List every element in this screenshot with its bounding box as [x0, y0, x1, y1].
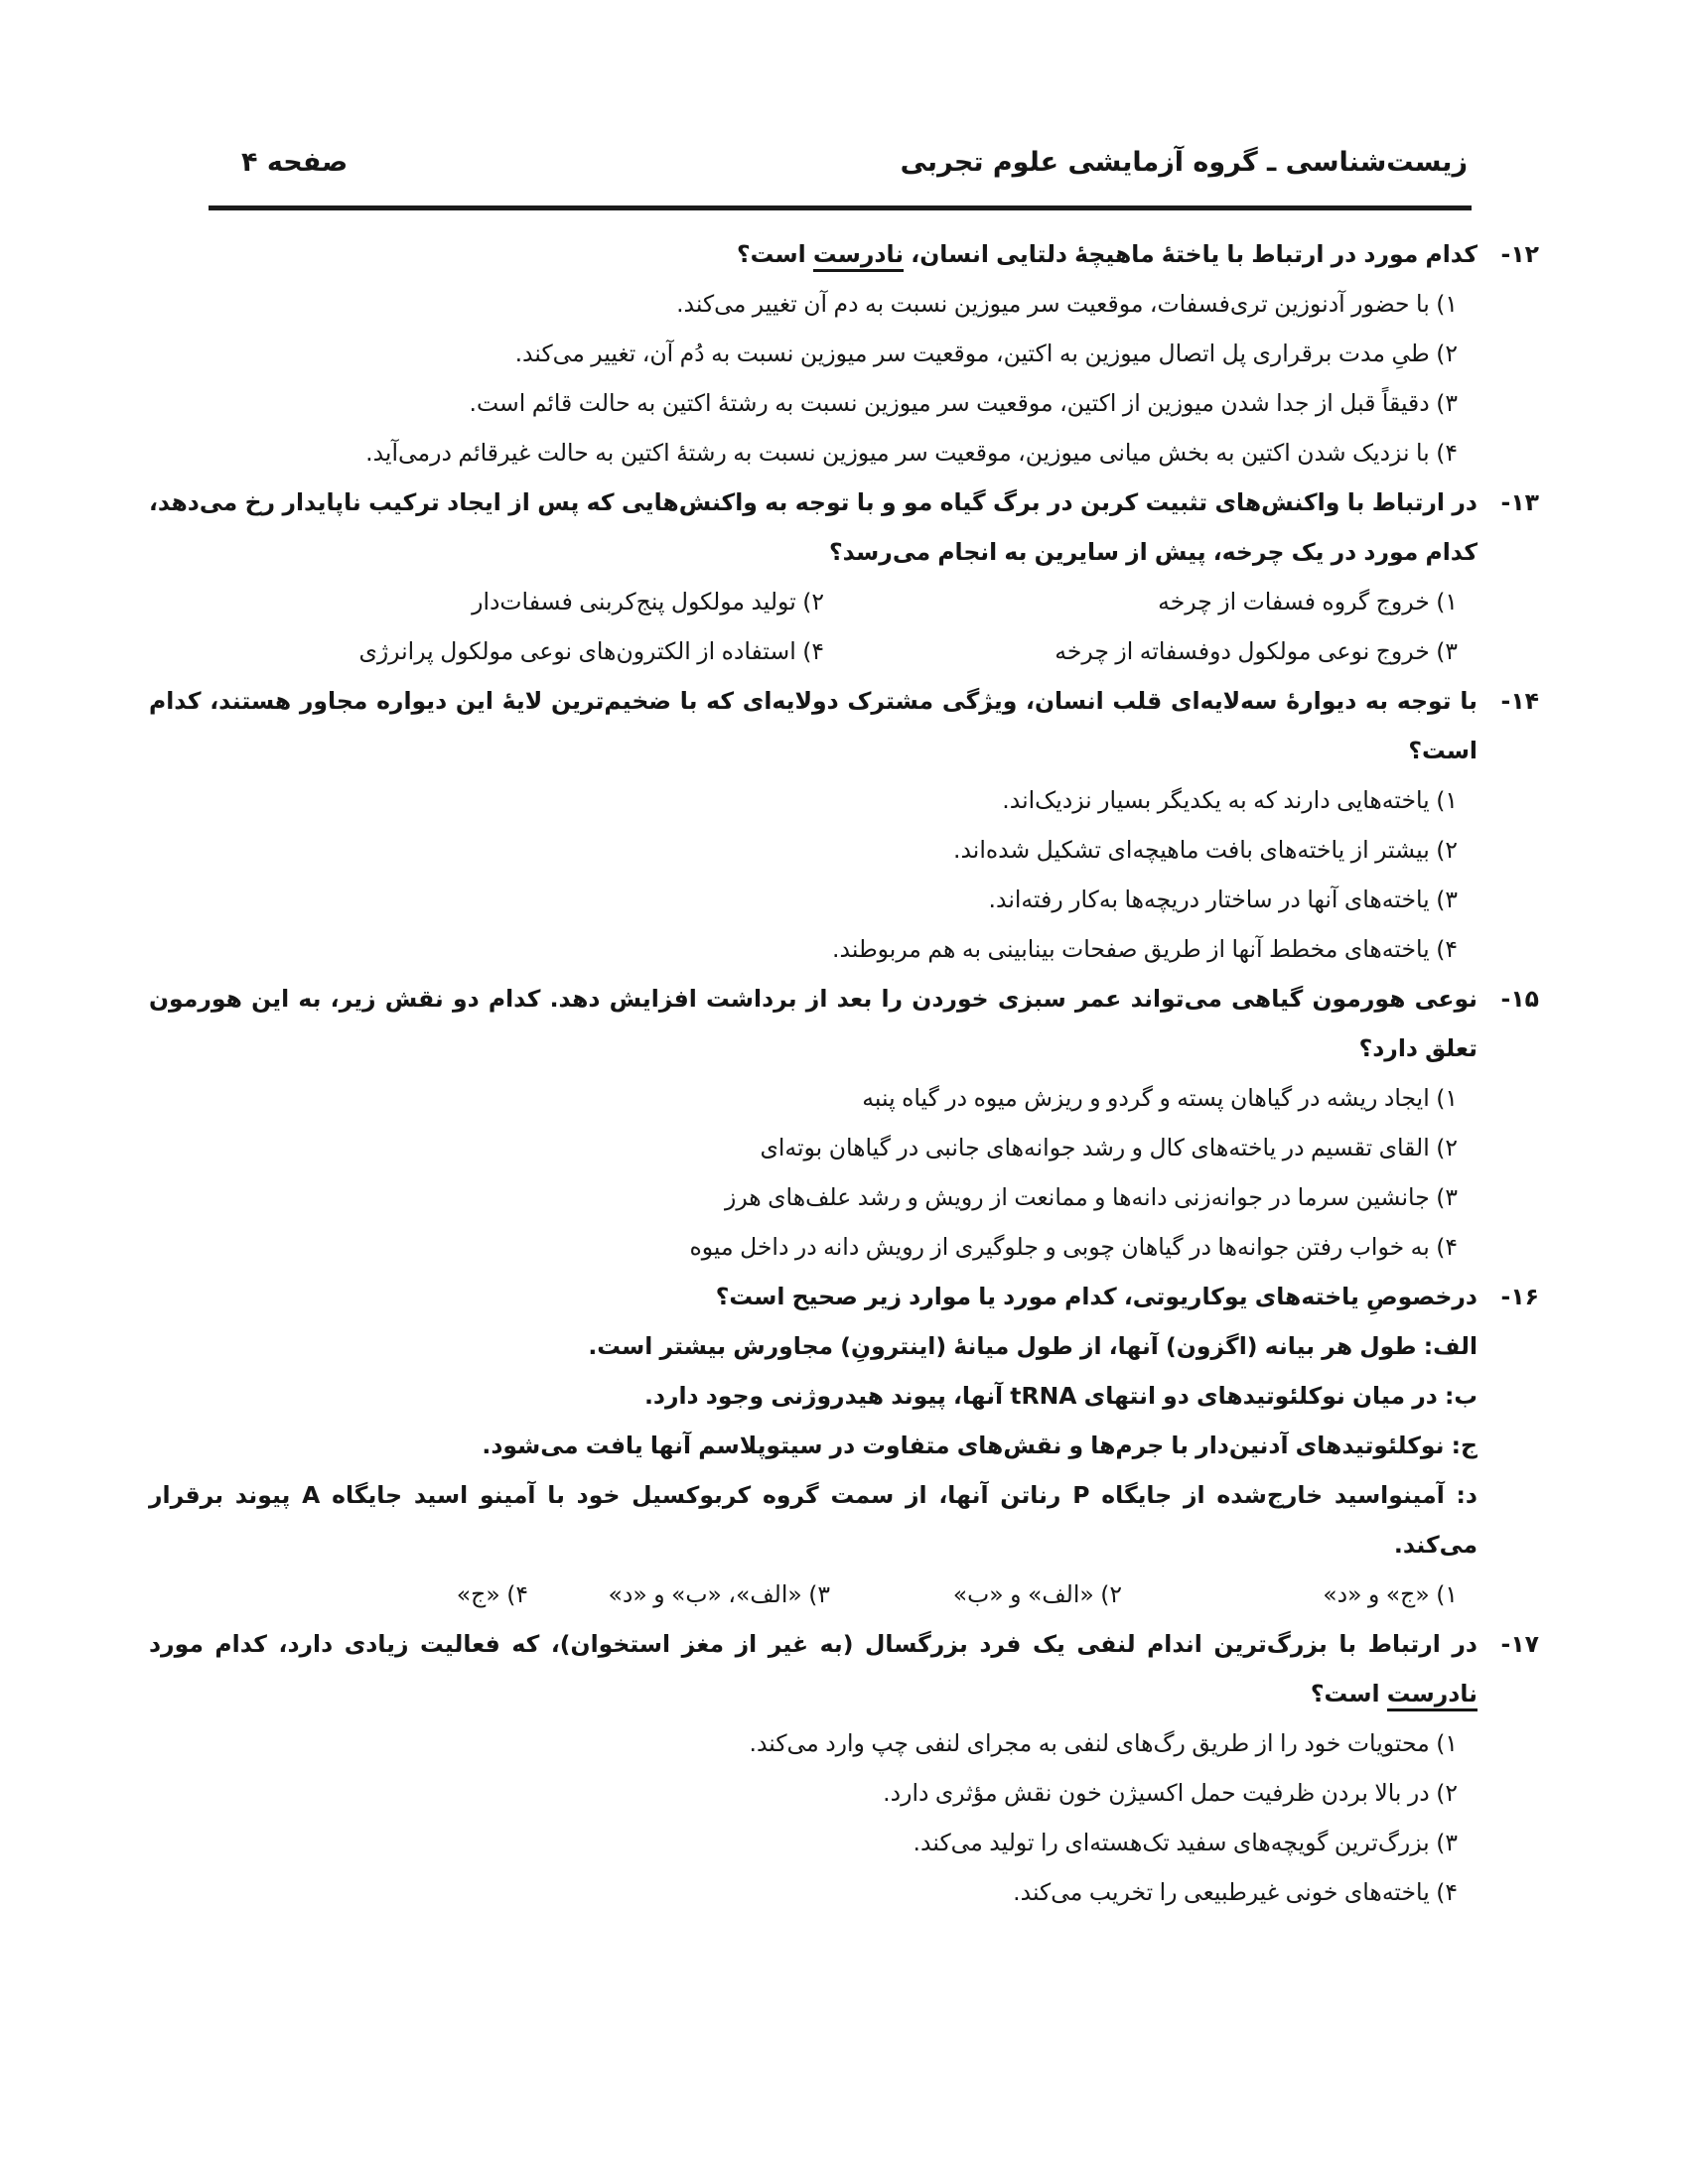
question-15-header — [149, 974, 1539, 1073]
question-12-option-2: ۲) طیِ مدت برقراری پل اتصال میوزین به اکتین، موقعیت سر میوزین نسبت به دُم آن، تغییر می‌کند. — [514, 340, 1458, 367]
question-12-underlined-term: نادرست — [813, 240, 904, 272]
question-14-option-3: ۳) یاخته‌های آنها در ساختار دریچه‌ها به‌کار رفته‌اند. — [988, 886, 1458, 913]
question-14-number: ۱۴- — [1500, 687, 1539, 715]
question-13-options-row-2 — [149, 626, 1539, 676]
question-15-option-1: ۱) ایجاد ریشه در گیاهان پسته و گردو و ریزش میوه در گیاه پنبه — [862, 1084, 1458, 1112]
question-16-statement-be: ب: در میان نوکلئوتیدهای دو انتهای tRNA آنها، پیوند هیدروژنی وجود دارد. — [643, 1382, 1477, 1410]
question-12-text-pre: کدام مورد در ارتباط با یاختهٔ ماهیچهٔ دلتایی انسان، — [904, 240, 1477, 268]
question-17-number: ۱۷- — [1500, 1630, 1539, 1658]
question-13-header — [149, 478, 1539, 577]
questions-area — [149, 229, 1539, 1917]
question-16-option-3: ۳) «الف»، «ب» و «د» — [608, 1580, 830, 1608]
question-17-underlined-term: نادرست — [1387, 1680, 1477, 1711]
question-12-header — [149, 229, 1539, 279]
question-16-option-1: ۱) «ج» و «د» — [1323, 1580, 1458, 1608]
question-13-number: ۱۳- — [1500, 488, 1539, 516]
question-14-option-1: ۱) یاخته‌هایی دارند که به یکدیگر بسیار نزدیک‌اند. — [1002, 786, 1458, 814]
question-12-text — [149, 229, 1477, 279]
question-13-option-4: ۴) استفاده از الکترون‌های نوعی مولکول پرانرژی — [358, 637, 824, 665]
question-17-option-3: ۳) بزرگ‌ترین گویچه‌های سفید تک‌هسته‌ای را تولید می‌کند. — [913, 1829, 1458, 1856]
question-16 — [149, 1272, 1539, 1619]
question-12-option-3: ۳) دقیقاً قبل از جدا شدن میوزین از اکتین، موقعیت سر میوزین نسبت به رشتهٔ اکتین به حالت قائم است. — [469, 389, 1458, 417]
page-header-title: زیست‌شناسی ـ گروه آزمایشی علوم تجربی — [900, 147, 1468, 178]
question-13-option-1: ۱) خروج گروه فسفات از چرخه — [1158, 588, 1458, 615]
question-12-number: ۱۲- — [1500, 240, 1539, 268]
question-17-option-4: ۴) یاخته‌های خونی غیرطبیعی را تخریب می‌کند. — [1013, 1878, 1458, 1906]
question-12-option-1: ۱) با حضور آدنوزین تری‌فسفات، موقعیت سر میوزین نسبت به دم آن تغییر می‌کند. — [676, 290, 1458, 318]
question-12 — [149, 229, 1539, 478]
question-16-text: درخصوصِ یاخته‌های یوکاریوتی، کدام مورد یا موارد زیر صحیح است؟ — [715, 1283, 1477, 1310]
question-17-option-1: ۱) محتویات خود را از طریق رگ‌های لنفی به مجرای لنفی چپ وارد می‌کند. — [749, 1729, 1458, 1757]
question-13-option-2: ۲) تولید مولکول پنج‌کربنی فسفات‌دار — [472, 588, 824, 615]
question-12-option-4: ۴) با نزدیک شدن اکتین به بخش میانی میوزین، موقعیت سر میوزین نسبت به رشتهٔ اکتین به حالت غیرقائم درمی‌آید. — [365, 439, 1458, 467]
question-13-text: در ارتباط با واکنش‌های تثبیت کربن در برگ گیاه مو و با توجه به واکنش‌هایی که پس از ایجاد ترکیب ناپایدار رخ می‌دهد، کدام مورد در یک چرخه، پیش از سایرین به انجام می‌رسد؟ — [149, 488, 1477, 566]
question-15 — [149, 974, 1539, 1272]
page-number-label: صفحه ۴ — [241, 147, 349, 178]
question-13-options-row-1 — [149, 577, 1539, 626]
question-12-text-post: است؟ — [737, 240, 813, 268]
question-17 — [149, 1619, 1539, 1917]
question-16-option-4: ۴) «ج» — [456, 1580, 528, 1608]
question-17-text-post: است؟ — [1310, 1680, 1387, 1707]
question-13-option-3: ۳) خروج نوعی مولکول دوفسفاته از چرخه — [1055, 637, 1458, 665]
question-16-statement-jim: ج: نوکلئوتیدهای آدنین‌دار با جرم‌ها و نقش‌های متفاوت در سیتوپلاسم آنها یافت می‌شود. — [482, 1432, 1477, 1459]
question-16-statement-dal: د: آمینواسید خارج‌شده از جایگاه P رناتن آنها، از سمت گروه کربوکسیل خود با آمینو اسید جایگاه A پیوند برقرار می‌کند. — [149, 1481, 1477, 1559]
question-14-option-2: ۲) بیشتر از یاخته‌های بافت ماهیچه‌ای تشکیل شده‌اند. — [953, 836, 1458, 864]
question-16-header — [149, 1272, 1539, 1321]
question-15-option-3: ۳) جانشین سرما در جوانه‌زنی دانه‌ها و ممانعت از رویش و رشد علف‌های هرز — [724, 1183, 1458, 1211]
question-15-number: ۱۵- — [1500, 985, 1539, 1013]
question-15-text: نوعی هورمون گیاهی می‌تواند عمر سبزی خوردن را بعد از برداشت افزایش دهد. کدام دو نقش زیر، به این هورمون تعلق دارد؟ — [149, 985, 1477, 1062]
question-17-text — [149, 1619, 1477, 1718]
question-17-option-2: ۲) در بالا بردن ظرفیت حمل اکسیژن خون نقش مؤثری دارد. — [883, 1779, 1458, 1807]
header-rule — [209, 205, 1472, 210]
question-17-header — [149, 1619, 1539, 1718]
question-14-text: با توجه به دیوارهٔ سه‌لایه‌ای قلب انسان، ویژگی مشترک دولایه‌ای که با ضخیم‌ترین لایهٔ این دیواره مجاور هستند، کدام است؟ — [149, 687, 1477, 764]
question-14-header — [149, 676, 1539, 775]
question-15-option-4: ۴) به خواب رفتن جوانه‌ها در گیاهان چوبی و جلوگیری از رویش دانه در داخل میوه — [689, 1233, 1458, 1261]
question-16-statement-alef: الف: طول هر بیانه (اگزون) آنها، از طول میانهٔ (اینترونِ) مجاورش بیشتر است. — [588, 1332, 1477, 1360]
question-14 — [149, 676, 1539, 974]
question-15-option-2: ۲) القای تقسیم در یاخته‌های کال و رشد جوانه‌های جانبی در گیاهان بوته‌ای — [760, 1134, 1458, 1161]
question-13 — [149, 478, 1539, 676]
question-16-number: ۱۶- — [1500, 1283, 1539, 1310]
question-17-text-pre: در ارتباط با بزرگ‌ترین اندام لنفی یک فرد بزرگسال (به غیر از مغز استخوان)، که فعالیت زیادی دارد، کدام مورد — [149, 1630, 1477, 1658]
question-16-options-row — [149, 1570, 1539, 1619]
question-16-option-2: ۲) «الف» و «ب» — [952, 1580, 1122, 1608]
question-14-option-4: ۴) یاخته‌های مخطط آنها از طریق صفحات بینابینی به هم مربوطند. — [832, 935, 1458, 963]
